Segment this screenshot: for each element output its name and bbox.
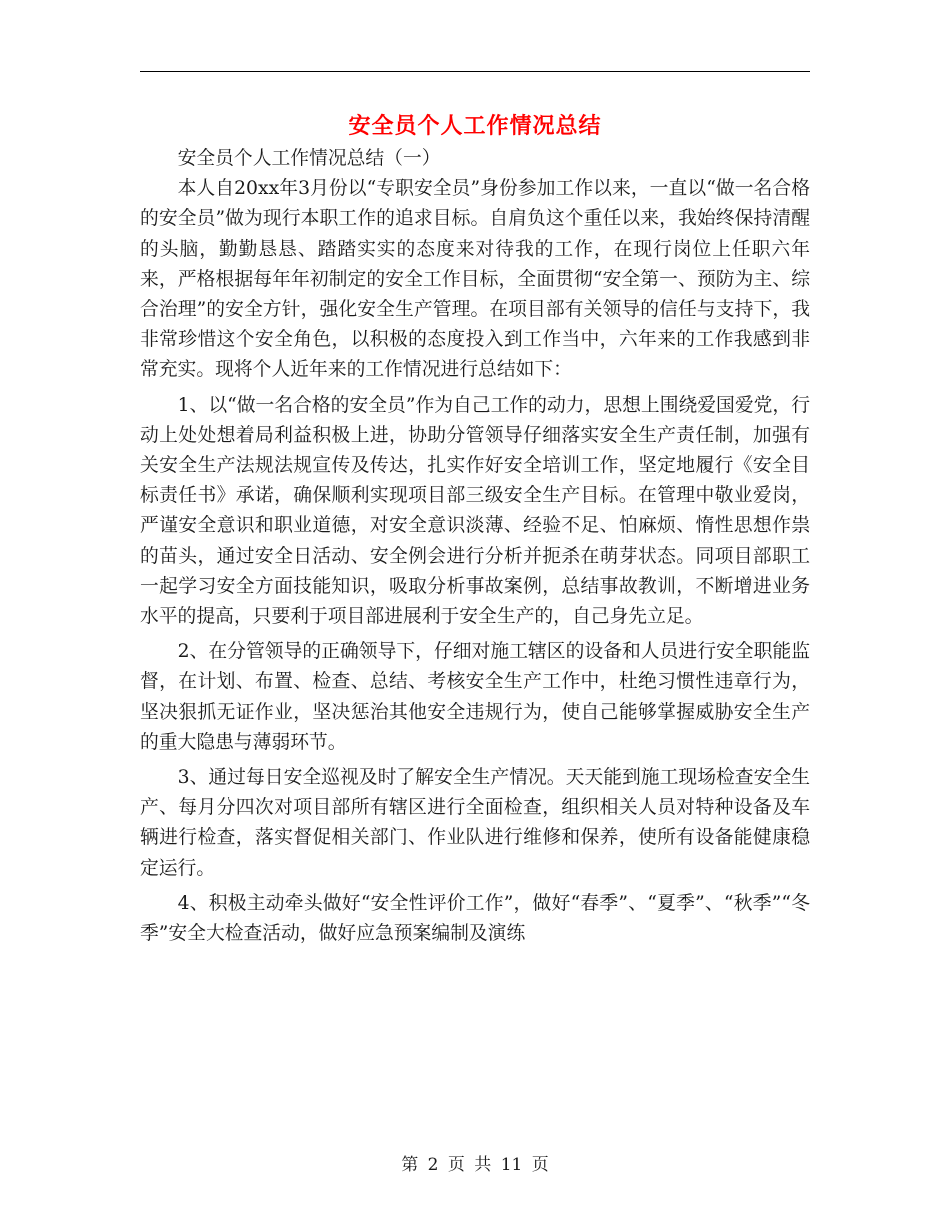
paragraph-item-2: 2、在分管领导的正确领导下，仔细对施工辖区的设备和人员进行安全职能监督，在计划、布置、检查、总结、考核安全生产工作中，杜绝习惯性违章行为，坚决狠抓无证作业，坚决惩治其他安全违规行为，使自己能够掌握威胁安全生产的重大隐患与薄弱环节。 xyxy=(140,641,810,753)
page-number: 第 2 页 共 11 页 xyxy=(401,1155,549,1175)
paragraph-item-1: 1、以“做一名合格的安全员”作为自己工作的动力，思想上围绕爱国爱党，行动上处处想着局利益积极上进，协助分管领导仔细落实安全生产责任制，加强有关安全生产法规法规宣传及传达，扎实作好安全培训工作，坚定地履行《安全目标责任书》承诺，确保顺利实现项目部三级安全生产目标。在管理中敬业爱岗，严谨安全意识和职业道德，对安全意识淡薄、经验不足、怕麻烦、惰性思想作祟的苗头，通过安全日活动、安全例会进行分析并扼杀在萌芽状态。同项目部职工一起学习安全方面技能知识，吸取分析事故案例，总结事故教训，不断增进业务水平的提高，只要利于项目部进展利于安全生产的，自己身先立足。 xyxy=(140,394,810,628)
section-subtitle: 安全员个人工作情况总结（一） xyxy=(177,148,441,169)
paragraph-item-3: 3、通过每日安全巡视及时了解安全生产情况。天天能到施工现场检查安全生产、每月分四次对项目部所有辖区进行全面检查，组织相关人员对特种设备及车辆进行检查，落实督促相关部门、作业队进行维修和保养，使所有设备能健康稳定运行。 xyxy=(140,767,810,879)
paragraph-item-4: 4、积极主动牵头做好“安全性评价工作”，做好“春季”、“夏季”、“秋季”“冬季”安全大检查活动，做好应急预案编制及演练 xyxy=(140,892,810,945)
paragraph-intro: 本人自20xx年3月份以“专职安全员”身份参加工作以来，一直以“做一名合格的安全员”做为现行本职工作的追求目标。自肩负这个重任以来，我始终保持清醒的头脑，勤勤恳恳、踏踏实实的态度来对待我的工作，在现行岗位上任职六年来，严格根据每年年初制定的安全工作目标，全面贯彻“安全第一、预防为主、综合治理”的安全方针，强化安全生产管理。在项目部有关领导的信任与支持下，我非常珍惜这个安全角色，以积极的态度投入到工作当中，六年来的工作我感到非常充实。现将个人近年来的工作情况进行总结如下： xyxy=(140,178,810,381)
header-rule xyxy=(140,71,810,72)
document-title: 安全员个人工作情况总结 xyxy=(348,113,602,139)
document-body xyxy=(140,144,810,949)
